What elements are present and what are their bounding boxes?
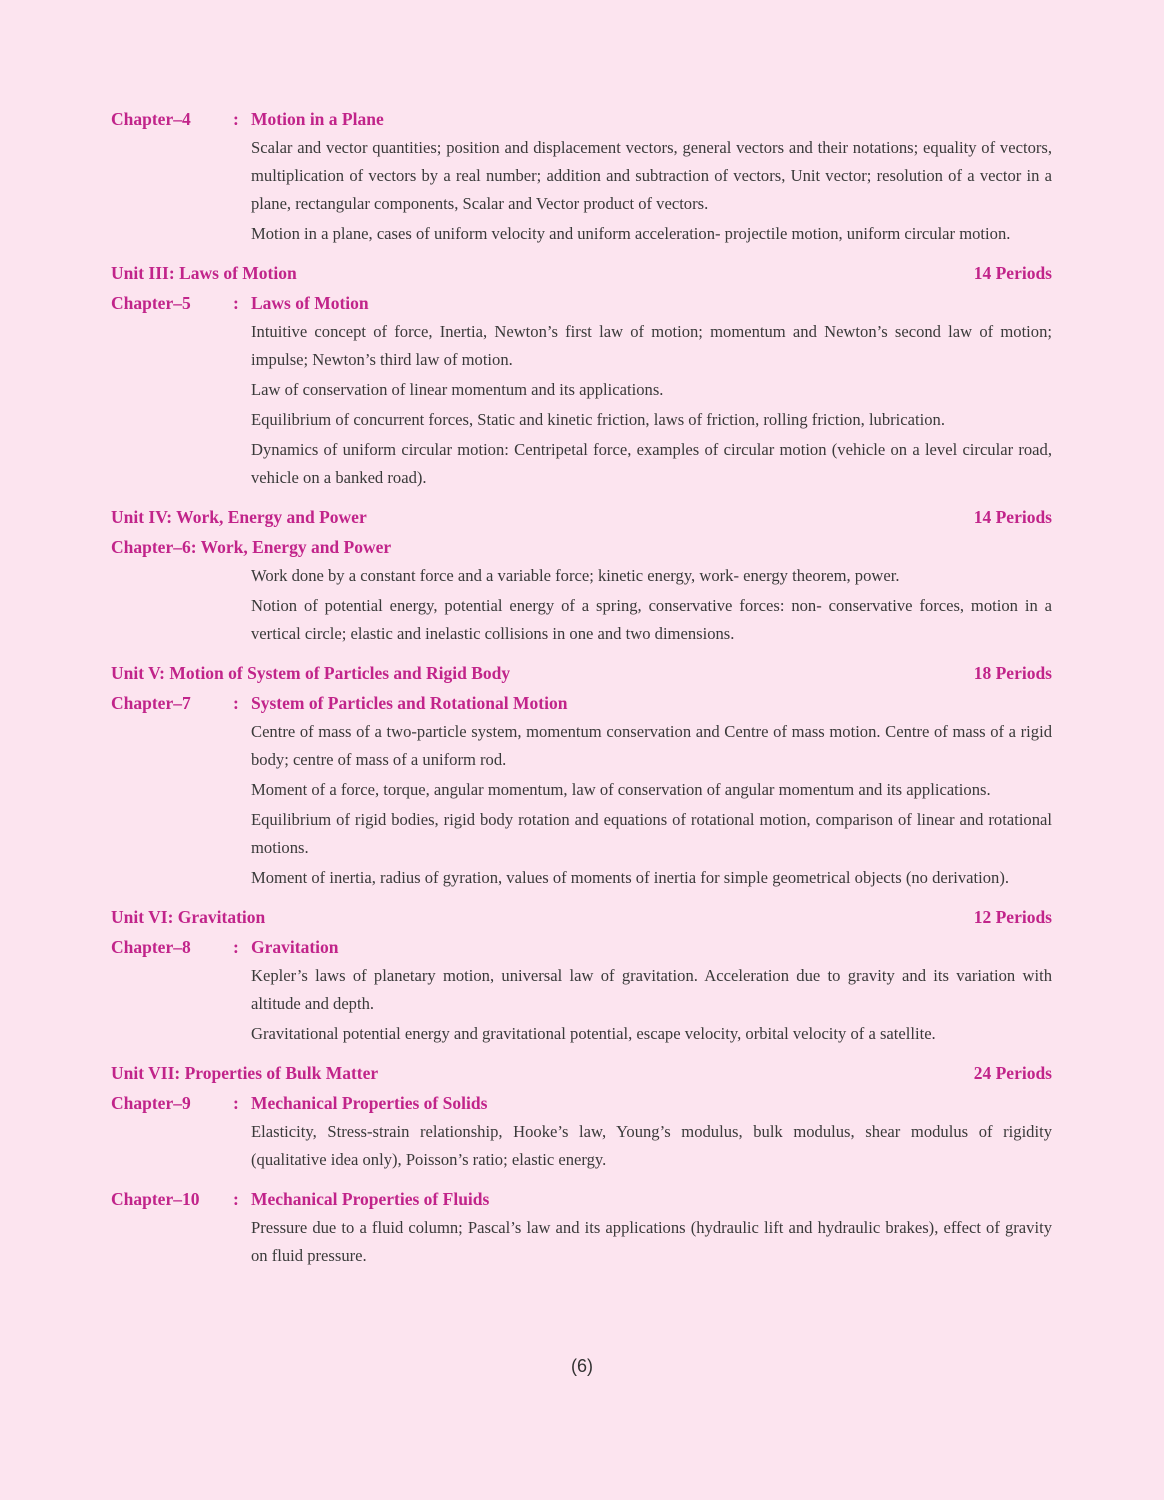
chapter-heading [111,1184,1052,1214]
chapter-colon: : [233,693,239,713]
topic-paragraph: Motion in a plane, cases of uniform velocity and uniform acceleration- projectile motion, uniform circular motion. [251,224,1011,243]
chapter-label: Chapter–5 [111,293,191,313]
unit-title: Unit VI: Gravitation [111,907,266,927]
unit-periods: 18 Periods [973,663,1052,683]
topic-paragraph: Gravitational potential energy and gravitational potential, escape velocity, orbital velocity of a satellite. [251,1024,936,1043]
topic-paragraph: Kepler’s laws of planetary motion, universal law of gravitation. Acceleration due to gravity and its variation with altitude and depth. [251,966,1052,1013]
chapter-label: Chapter–6: Work, Energy and Power [111,537,392,557]
spacer [111,494,1052,502]
chapter-title: Gravitation [251,937,339,957]
topic-paragraph: Work done by a constant force and a variable force; kinetic energy, work- energy theorem, power. [251,566,900,585]
syllabus-content [111,104,1052,1272]
unit-periods: 12 Periods [973,907,1052,927]
unit-heading [111,502,1052,532]
topic-paragraph: Intuitive concept of force, Inertia, Newton’s first law of motion; momentum and Newton’s second law of motion; impulse; Newton’s third law of motion. [251,322,1052,369]
chapter-heading [111,104,1052,134]
spacer [111,250,1052,258]
chapter-title: System of Particles and Rotational Motion [251,693,568,713]
chapter-colon: : [233,293,239,313]
chapter-heading [111,688,1052,718]
topic-paragraph: Centre of mass of a two-particle system, momentum conservation and Centre of mass motion. Centre of mass of a rigid body; centre of mass of a uniform rod. [251,722,1052,769]
unit-periods: 14 Periods [973,263,1052,283]
chapter-heading [111,532,1052,562]
topic-paragraph: Notion of potential energy, potential energy of a spring, conservative forces: non- conservative forces, motion in a vertical circle; elastic and inelastic collisions in one and two dimensions. [251,596,1052,643]
chapter-label: Chapter–7 [111,693,191,713]
topic-paragraph: Equilibrium of concurrent forces, Static and kinetic friction, laws of friction, rolling friction, lubrication. [251,410,945,429]
chapter-title: Laws of Motion [251,293,369,313]
unit-heading [111,658,1052,688]
unit-title: Unit IV: Work, Energy and Power [111,507,367,527]
topic-paragraph: Pressure due to a fluid column; Pascal’s law and its applications (hydraulic lift and hydraulic brakes), effect of gravity on fluid pressure. [251,1218,1052,1265]
unit-periods: 14 Periods [973,507,1052,527]
topic-paragraph: Law of conservation of linear momentum and its applications. [251,380,664,399]
spacer [111,1050,1052,1058]
unit-title: Unit V: Motion of System of Particles and Rigid Body [111,663,511,683]
chapter-colon: : [233,1093,239,1113]
topic-paragraph: Dynamics of uniform circular motion: Centripetal force, examples of circular motion (vehicle on a level circular road, vehicle on a banked road). [251,440,1052,487]
chapter-title: Mechanical Properties of Solids [251,1093,488,1113]
spacer [111,894,1052,902]
chapter-colon: : [233,937,239,957]
chapter-label: Chapter–10 [111,1189,200,1209]
unit-heading [111,258,1052,288]
chapter-label: Chapter–4 [111,109,191,129]
spacer [111,650,1052,658]
topic-paragraph: Equilibrium of rigid bodies, rigid body rotation and equations of rotational motion, comparison of linear and rotational motions. [251,810,1052,857]
chapter-title: Mechanical Properties of Fluids [251,1189,490,1209]
chapter-colon: : [233,1189,239,1209]
chapter-heading [111,288,1052,318]
unit-title: Unit III: Laws of Motion [111,263,297,283]
unit-periods: 24 Periods [973,1063,1052,1083]
chapter-label: Chapter–9 [111,1093,191,1113]
unit-title: Unit VII: Properties of Bulk Matter [111,1063,379,1083]
topic-paragraph: Elasticity, Stress-strain relationship, Hooke’s law, Young’s modulus, bulk modulus, shear modulus of rigidity (qualitative idea only), Poisson’s ratio; elastic energy. [251,1122,1052,1169]
topic-paragraph: Moment of a force, torque, angular momentum, law of conservation of angular momentum and its applications. [251,780,991,799]
unit-heading [111,1058,1052,1088]
chapter-colon: : [233,109,239,129]
chapter-heading [111,932,1052,962]
chapter-title: Motion in a Plane [251,109,384,129]
spacer [111,1176,1052,1184]
chapter-heading [111,1088,1052,1118]
page-number: (6) [571,1356,593,1376]
topic-paragraph: Moment of inertia, radius of gyration, values of moments of inertia for simple geometrical objects (no derivation). [251,868,1010,887]
topic-paragraph: Scalar and vector quantities; position and displacement vectors, general vectors and their notations; equality of vectors, multiplication of vectors by a real number; addition and subtraction of vectors, Unit vector; resolution of a vector in a plane, rectangular components, Scalar and Vector product of vectors. [251,138,1052,213]
chapter-label: Chapter–8 [111,937,191,957]
unit-heading [111,902,1052,932]
